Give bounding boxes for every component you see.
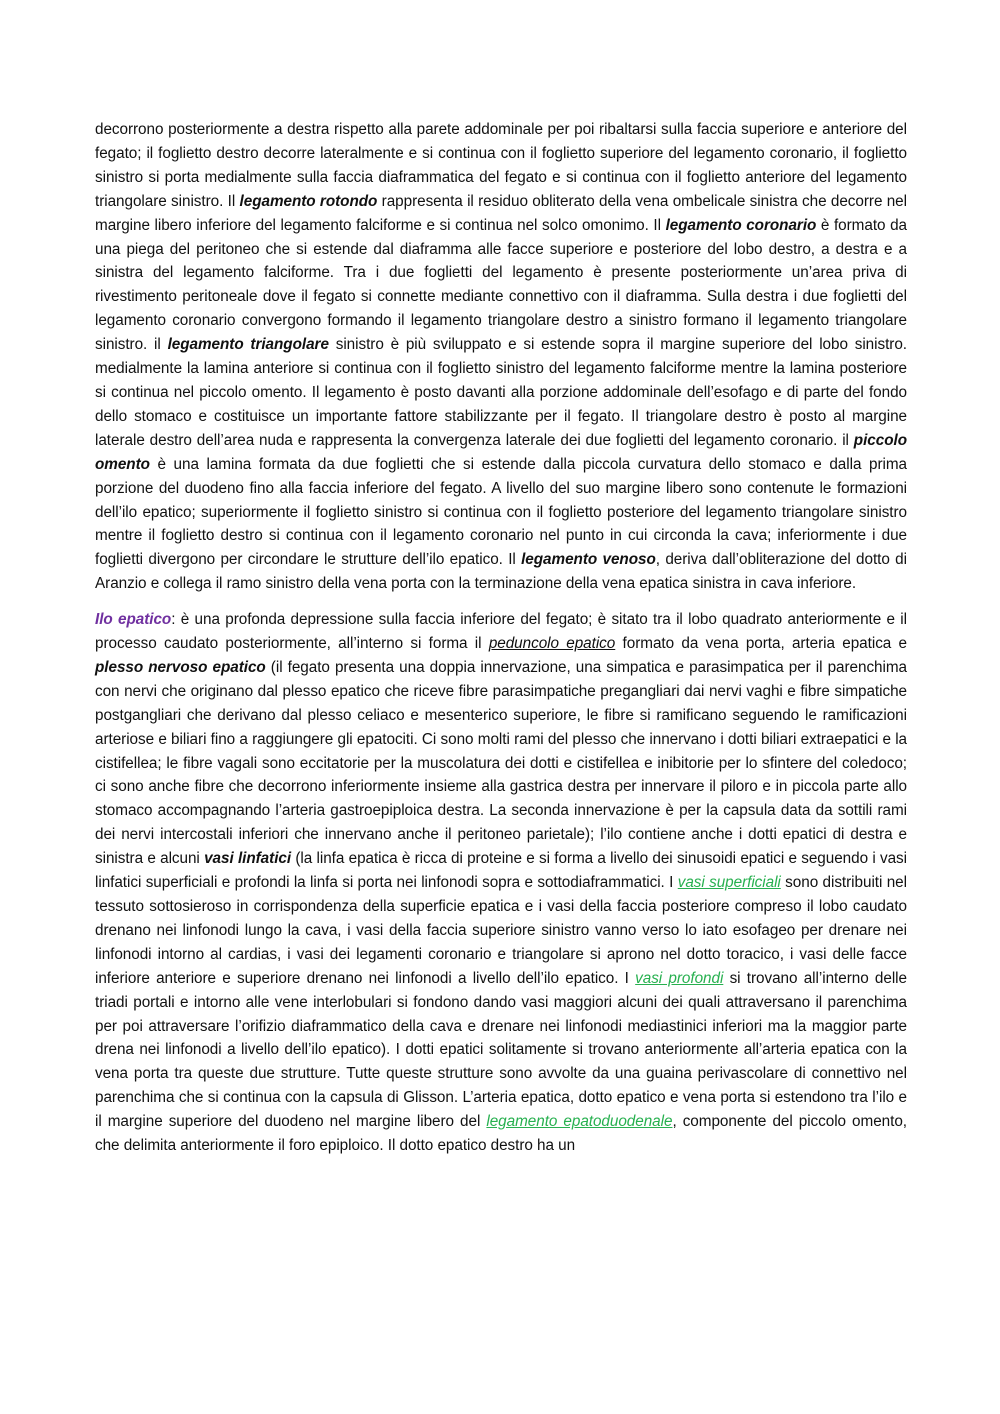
text-run: (il fegato presenta una doppia innervazione, una simpatica e parasimpatica per il parenchima con nervi che originano dal plesso epatico che riceve fibre parasimpatiche pregangliari dai nervi vaghi e fibre simpatiche postgangliari che derivano dal plesso celiaco e mesenterico superiore, le fibre si ramificano seguendo le ramificazioni arteriose e biliari fino a raggiungere gli epatociti. Ci sono molti rami del plesso che innervano i dotti biliari extraepatici e la cistifellea; le fibre vagali sono eccitatorie per la muscolatura dei dotti e cistifellea e inibitorie per lo sfintere del coledoco; ci sono anche fibre che decorrono inferiormente insieme alla gastrica destra per innervare il piloro e in piccola parte allo stomaco accompagnando l’arteria gastroepiploica destra. La seconda innervazione è per la capsula data da sottili rami dei nervi intercostali inferiori che innervano anche il peritoneo parietale); l’ilo contiene anche i dotti epatici di destra e sinistra e alcuni bbox=[95, 658, 908, 868]
text-run: , componente del piccolo omento, che delimita anteriormente il foro epiploico. Il dotto epatico destro ha un bbox=[95, 1113, 907, 1155]
term-vasi-linfatici: vasi linfatici bbox=[204, 850, 292, 868]
text-run: è una lamina formata da due foglietti che si estende dalla piccola curvatura dello stomaco e dalla prima porzione del duodeno fino alla faccia inferiore del fegato. A livello del suo margine libero sono contenute le formazioni dell’ilo epatico; superiormente il foglietto sinistro si continua con il foglietto posteriore del legamento triangolare sinistro mentre il foglietto destro si continua con il legamento coronario nel punto in cui circonda la cava; inferiormente i due foglietti divergono per circondare le strutture dell’ilo epatico. Il bbox=[95, 455, 907, 569]
term-vasi-profondi: vasi profondi bbox=[635, 969, 724, 987]
term-legamento-coronario: legamento coronario bbox=[665, 216, 817, 234]
text-run: sono distribuiti nel tessuto sottosieroso in corrispondenza della superficie epatica e i vasi della faccia posteriore compreso il lobo caudato drenano nei linfonodi lungo la cava, i vasi della faccia superiore sinistro vanno verso lo iato esofageo per drenare nei linfonodi intorno al cardias, i vasi dei legamenti coronario e triangolare si aprono nel dotto toracico, i vasi delle facce inferiore anteriore e superiore drenano nei linfonodi a livello dell’ilo epatico. I bbox=[95, 874, 907, 987]
section-heading-ilo-epatico: Ilo epatico bbox=[95, 611, 172, 629]
term-legamento-rotondo: legamento rotondo bbox=[239, 192, 378, 210]
term-legamento-triangolare: legamento triangolare bbox=[167, 336, 329, 354]
term-plesso-nervoso-epatico: plesso nervoso epatico bbox=[95, 658, 266, 676]
text-run: si trovano all’interno delle triadi portali e intorno alle vene interlobulari si fondono dando vasi maggiori alcuni dei quali attraversano il parenchima per poi attraversare l’orifizio diaframmatico della cava e drenare nei linfonodi mediastinici inferiori ma la maggior parte drena nei linfonodi a livello dell’ilo epatico). I dotti epatici solitamente si trovano anteriormente all’arteria epatica con la vena porta tra queste due strutture. Tutte queste strutture sono avvolte da una guaina perivascolare di connettivo nel parenchima che si continua con la capsula di Glisson. L’arteria epatica, dotto epatico e vena porta si estendono tra l’ilo e il margine superiore del duodeno nel margine libero del bbox=[95, 969, 907, 1131]
text-run: , deriva dall’obliterazione del dotto di Aranzio e collega il ramo sinistro della vena porta con la terminazione della vena epatica sinistra in cava inferiore. bbox=[95, 551, 907, 593]
text-run: sinistro è più sviluppato e si estende sopra il margine superiore del lobo sinistro. medialmente la lamina anteriore si continua con il foglietto sinistro del legamento falciforme mentre la lamina posteriore si continua nel piccolo omento. Il legamento è posto davanti alla porzione addominale dell’esofago e di parte del fondo dello stomaco e costituisce un importante fattore stabilizzante per il fegato. Il triangolare destro è posto al margine laterale destro dell’area nuda e rappresenta la convergenza laterale dei due foglietti del legamento coronario. il bbox=[95, 336, 907, 449]
text-run: rappresenta il residuo obliterato della vena ombelicale sinistra che decorre nel margine libero inferiore del legamento falciforme e si continua nel solco omonimo. Il bbox=[95, 192, 907, 234]
term-peduncolo-epatico: peduncolo epatico bbox=[488, 635, 616, 653]
term-vasi-superficiali: vasi superficiali bbox=[677, 874, 781, 892]
text-run: : è una profonda depressione sulla faccia inferiore del fegato; è sitato tra il lobo quadrato anteriormente e il processo caudato posteriormente, all’interno si forma il bbox=[95, 611, 907, 653]
term-piccolo-omento: piccolo omento bbox=[95, 431, 907, 473]
term-legamento-epatoduodenale: legamento epatoduodenale bbox=[486, 1113, 673, 1131]
text-run: è formato da una piega del peritoneo che si estende dal diaframma alle facce superiore e posteriore del lobo destro, a destra e a sinistra del legamento falciforme. Tra i due foglietti del legamento è presente posteriormente un’area priva di rivestimento peritoneale dove il fegato si connette mediante connettivo con il diaframma. Sulla destra i due foglietti del legamento coronario convergono formando il legamento triangolare destro a sinistro formano il legamento triangolare sinistro. il bbox=[95, 216, 907, 354]
text-run: (la linfa epatica è ricca di proteine e si forma a livello dei sinusoidi epatici e seguendo i vasi linfatici superficiali e profondi la linfa si porta nei linfonodi sopra e sottodiaframmatici. I bbox=[95, 850, 907, 892]
term-legamento-venoso: legamento venoso bbox=[521, 551, 656, 569]
document-page bbox=[95, 118, 907, 1158]
text-run: formato da vena porta, arteria epatica e bbox=[615, 635, 908, 653]
text-run: decorrono posteriormente a destra rispetto alla parete addominale per poi ribaltarsi sulla faccia superiore e anteriore del fegato; il foglietto destro decorre lateralmente e si continua con il foglietto superiore del legamento coronario, il foglietto sinistro si porta medialmente sulla faccia diaframmatica del fegato e si continua con il foglietto anteriore del legamento triangolare sinistro. Il bbox=[95, 121, 907, 210]
paragraph-ligaments bbox=[95, 118, 907, 596]
paragraph-ilo-epatico bbox=[95, 608, 907, 1158]
